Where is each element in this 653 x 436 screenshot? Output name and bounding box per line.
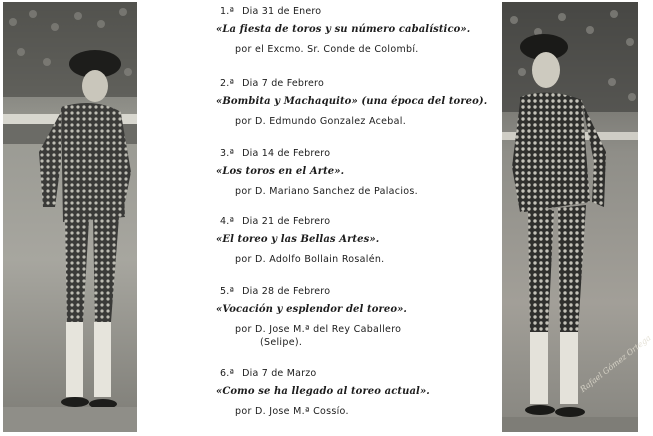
photo-signature: Rafael Gómez Ortega <box>578 333 653 394</box>
entry-number: 2.ª <box>220 78 235 89</box>
entry-number: 5.ª <box>220 286 235 297</box>
entry-date: Dia 28 de Febrero <box>242 286 331 297</box>
entry-date: Dia 21 de Febrero <box>242 216 331 227</box>
entry-date: Dia 7 de Febrero <box>242 78 324 89</box>
entry-title: «Como se ha llegado al toreo actual». <box>216 386 430 397</box>
entry-date: Dia 31 de Enero <box>242 6 322 17</box>
entry-author: por D. Jose M.ª del Rey Caballero (Selipe). <box>235 324 402 348</box>
entry-number: 4.ª <box>220 216 235 227</box>
entry-author: por D. Jose M.ª Cossío. <box>235 406 349 417</box>
lecture-program <box>212 6 497 432</box>
left-matador-photo <box>3 2 137 432</box>
entry-number: 1.ª <box>220 6 235 17</box>
entry-author: por el Excmo. Sr. Conde de Colombí. <box>235 44 419 55</box>
entry-title: «Los toros en el Arte». <box>216 166 345 177</box>
entry-date: Dia 14 de Febrero <box>242 148 331 159</box>
entry-date: Dia 7 de Marzo <box>242 368 317 379</box>
entry-author: por D. Mariano Sanchez de Palacios. <box>235 186 418 197</box>
entry-number: 3.ª <box>220 148 235 159</box>
entry-title: «El toreo y las Bellas Artes». <box>216 234 380 245</box>
matador-portrait-icon <box>3 2 137 432</box>
entry-title: «Bombita y Machaquito» (una época del toreo). <box>216 96 488 107</box>
entry-title: «Vocación y esplendor del toreo». <box>216 304 408 315</box>
entry-title: «La fiesta de toros y su número cabalístico». <box>216 24 471 35</box>
entry-number: 6.ª <box>220 368 235 379</box>
entry-author: por D. Edmundo Gonzalez Acebal. <box>235 116 407 127</box>
entry-author: por D. Adolfo Bollain Rosalén. <box>235 254 385 265</box>
